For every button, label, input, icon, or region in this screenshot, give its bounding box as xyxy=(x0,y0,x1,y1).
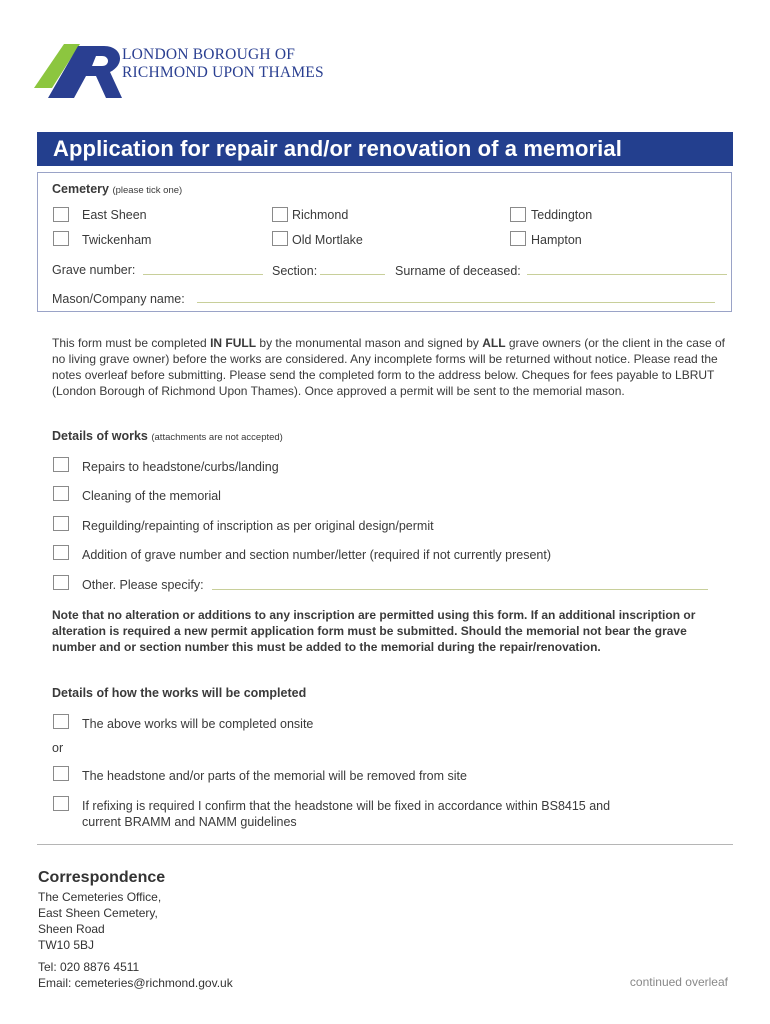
other-specify-field[interactable] xyxy=(212,589,708,590)
email-link[interactable]: Email: cemeteries@richmond.gov.uk xyxy=(38,976,233,990)
council-name xyxy=(122,46,324,82)
richmond-logo-icon xyxy=(30,40,125,104)
mason-label: Mason/Company name: xyxy=(52,292,185,306)
grave-number-field[interactable] xyxy=(143,274,263,275)
telephone: Tel: 020 8876 4511 xyxy=(38,960,140,974)
checkbox-hampton[interactable] xyxy=(510,231,526,246)
how-onsite: The above works will be completed onsite xyxy=(82,717,314,731)
checkbox-cleaning[interactable] xyxy=(53,486,69,501)
surname-field[interactable] xyxy=(527,274,727,275)
org-line-2: RICHMOND UPON THAMES xyxy=(122,64,324,81)
intro-part-1: This form must be completed xyxy=(52,336,211,350)
option-east-sheen: East Sheen xyxy=(82,208,147,222)
page-title: Application for repair and/or renovation of a memorial xyxy=(53,136,622,161)
council-logo xyxy=(30,40,330,104)
cemetery-hint: (please tick one) xyxy=(112,185,183,196)
works-heading xyxy=(52,429,283,443)
intro-part-2: by the monumental mason and signed by xyxy=(256,336,483,350)
surname-label: Surname of deceased: xyxy=(395,264,521,278)
checkbox-repairs[interactable] xyxy=(53,457,69,472)
works-item-reguilding: Reguilding/repainting of inscription as per original design/permit xyxy=(82,519,434,533)
address-line-4: TW10 5BJ xyxy=(38,938,95,952)
intro-bold-2: ALL xyxy=(482,336,506,350)
address-line-1: The Cemeteries Office, xyxy=(38,890,162,904)
how-heading: Details of how the works will be completed xyxy=(52,686,307,700)
title-bar xyxy=(37,132,733,166)
option-twickenham: Twickenham xyxy=(82,233,152,247)
works-item-repairs: Repairs to headstone/curbs/landing xyxy=(82,460,279,474)
checkbox-other[interactable] xyxy=(53,575,69,590)
checkbox-removed[interactable] xyxy=(53,766,69,781)
checkbox-twickenham[interactable] xyxy=(53,231,69,246)
option-old-mortlake: Old Mortlake xyxy=(292,233,363,247)
intro-paragraph xyxy=(52,335,728,399)
works-hint: (attachments are not accepted) xyxy=(151,432,283,443)
how-removed: The headstone and/or parts of the memorial will be removed from site xyxy=(82,769,467,783)
works-label: Details of works xyxy=(52,429,148,443)
grave-number-label: Grave number: xyxy=(52,263,136,277)
checkbox-east-sheen[interactable] xyxy=(53,207,69,222)
address-line-3: Sheen Road xyxy=(38,922,105,936)
address-line-2: East Sheen Cemetery, xyxy=(38,906,158,920)
works-item-other: Other. Please specify: xyxy=(82,578,204,592)
correspondence-title: Correspondence xyxy=(38,869,166,886)
checkbox-onsite[interactable] xyxy=(53,714,69,729)
section-field[interactable] xyxy=(320,274,385,275)
works-item-cleaning: Cleaning of the memorial xyxy=(82,489,221,503)
checkbox-reguilding[interactable] xyxy=(53,516,69,531)
checkbox-old-mortlake[interactable] xyxy=(272,231,288,246)
intro-part-3: grave owners (or the client in the case of no living grave owner) before the works are considered. Any incomplete forms will be returned without notice. Please read the notes overleaf before submitting. Please send the completed form to the address below. Cheques for fees payable to LBRUT (London Borough of Richmond Upon Thames). Once approved a permit will be sent to the memorial mason. xyxy=(52,336,725,398)
how-refix-line-1: If refixing is required I confirm that the headstone will be fixed in accordance within BS8415 and xyxy=(82,799,611,813)
note-paragraph: Note that no alteration or additions to any inscription are permitted using this form. If an additional inscription or alteration is required a new permit application form must be submitted. Should the memorial not bear the grave number and or section number this must be added to the memorial during the repair/renovation. xyxy=(52,608,696,654)
option-teddington: Teddington xyxy=(531,208,593,222)
continued-overleaf: continued overleaf xyxy=(629,975,728,989)
mason-field[interactable] xyxy=(197,302,715,303)
works-item-grave-number: Addition of grave number and section number/letter (required if not currently present) xyxy=(82,548,551,562)
divider xyxy=(37,844,733,845)
how-refix-line-2: current BRAMM and NAMM guidelines xyxy=(82,815,297,829)
checkbox-teddington[interactable] xyxy=(510,207,526,222)
cemetery-label: Cemetery xyxy=(52,182,109,196)
how-or: or xyxy=(52,741,64,755)
section-label: Section: xyxy=(272,264,318,278)
checkbox-refixing[interactable] xyxy=(53,796,69,811)
option-richmond: Richmond xyxy=(292,208,349,222)
checkbox-grave-number[interactable] xyxy=(53,545,69,560)
intro-bold-1: IN FULL xyxy=(210,336,257,350)
cemetery-heading xyxy=(52,182,182,196)
checkbox-richmond[interactable] xyxy=(272,207,288,222)
option-hampton: Hampton xyxy=(531,233,582,247)
org-line-1: LONDON BOROUGH OF xyxy=(122,46,296,63)
